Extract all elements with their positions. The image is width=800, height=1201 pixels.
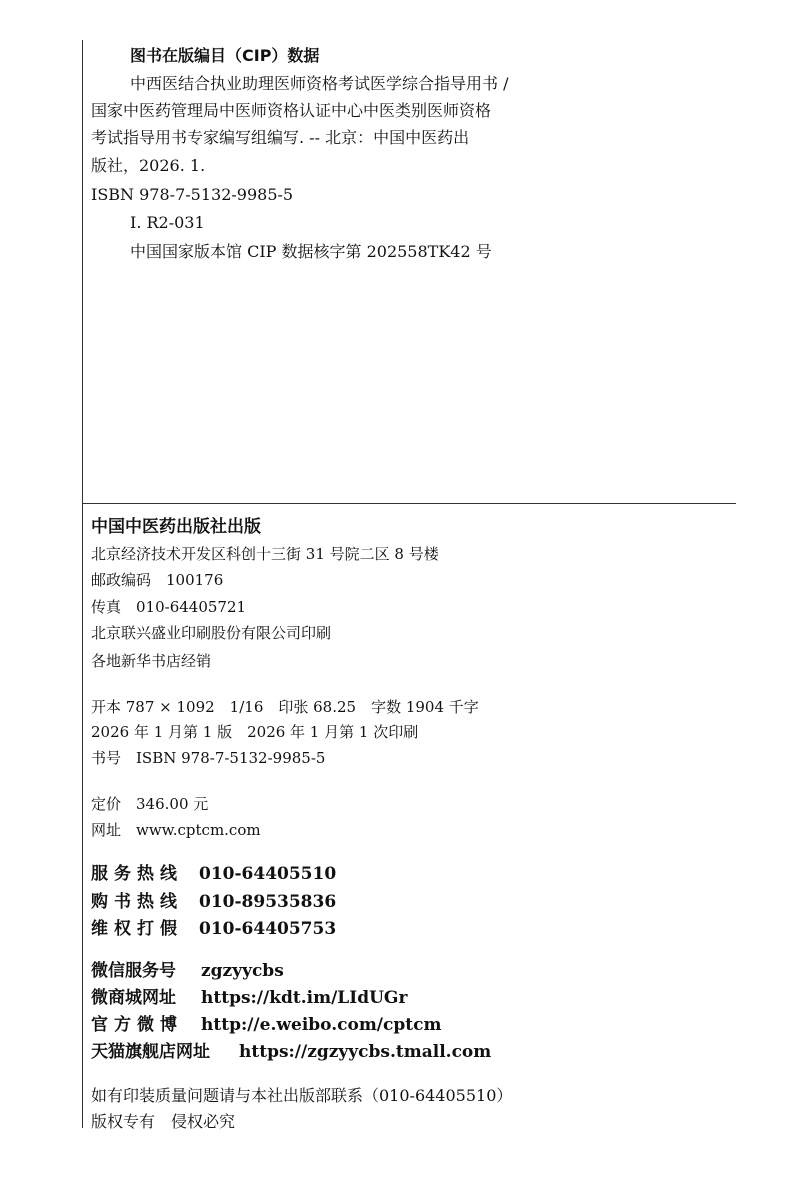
price: 定价 346.00 元 — [91, 795, 209, 813]
online-label: 官方微博 — [91, 1015, 183, 1035]
online-label: 天猫旗舰店网址 — [91, 1042, 210, 1062]
cip-line: 版社，2026. 1. — [91, 156, 206, 175]
online-value: zgzyycbs — [201, 961, 284, 981]
printer: 北京联兴盛业印刷股份有限公司印刷 — [91, 624, 332, 642]
hotline-label: 购书热线 — [91, 892, 183, 912]
distributor: 各地新华书店经销 — [91, 652, 212, 670]
online-value: http://e.weibo.com/cptcm — [201, 1015, 442, 1035]
cip-line: 国家中医药管理局中医师资格认证中心中医类别医师资格 — [91, 101, 492, 120]
hotline-label: 服务热线 — [91, 864, 183, 884]
cip-line: 考试指导用书专家编写组编写. -- 北京：中国中医药出 — [91, 128, 470, 147]
edition-info: 2026 年 1 月第 1 版 2026 年 1 月第 1 次印刷 — [91, 723, 419, 741]
online-tmall — [91, 1042, 491, 1062]
online-wechat — [91, 961, 284, 981]
online-shop — [91, 988, 407, 1008]
hotline-number: 010-89535836 — [199, 892, 337, 912]
online-value: https://zgzyycbs.tmall.com — [239, 1042, 492, 1062]
hotline-label: 维权打假 — [91, 919, 183, 939]
publisher-address: 北京经济技术开发区科创十三街 31 号院二区 8 号楼 — [91, 545, 439, 563]
hotline-number: 010-64405753 — [199, 919, 337, 939]
cip-record-number: 中国国家版本馆 CIP 数据核字第 202558TK42 号 — [130, 242, 492, 261]
section-divider — [82, 503, 736, 504]
hotline-anti-piracy — [91, 919, 336, 939]
quality-notice: 如有印装质量问题请与本社出版部联系（010-64405510） — [91, 1086, 513, 1105]
hotline-purchase — [91, 892, 336, 912]
hotline-service — [91, 864, 336, 884]
left-rule — [82, 40, 83, 1128]
cip-classification: Ⅰ. R2-031 — [130, 213, 205, 232]
online-value: https://kdt.im/LIdUGr — [201, 988, 408, 1008]
format-spec: 开本 787 × 1092 1/16 印张 68.25 字数 1904 千字 — [91, 698, 479, 716]
website: 网址 www.cptcm.com — [91, 821, 261, 839]
hotline-number: 010-64405510 — [199, 864, 337, 884]
cip-line: 中西医结合执业助理医师资格考试医学综合指导用书 / — [130, 74, 509, 93]
book-number: 书号 ISBN 978-7-5132-9985-5 — [91, 749, 326, 767]
online-label: 微商城网址 — [91, 988, 176, 1008]
cip-title: 图书在版编目（CIP）数据 — [130, 46, 320, 65]
online-label: 微信服务号 — [91, 961, 176, 981]
fax: 传真 010-64405721 — [91, 598, 247, 616]
online-weibo — [91, 1015, 441, 1035]
publisher-name: 中国中医药出版社出版 — [91, 517, 261, 537]
postcode: 邮政编码 100176 — [91, 571, 224, 589]
copyright-notice: 版权专有 侵权必究 — [91, 1112, 236, 1131]
cip-isbn: ISBN 978-7-5132-9985-5 — [91, 185, 294, 204]
